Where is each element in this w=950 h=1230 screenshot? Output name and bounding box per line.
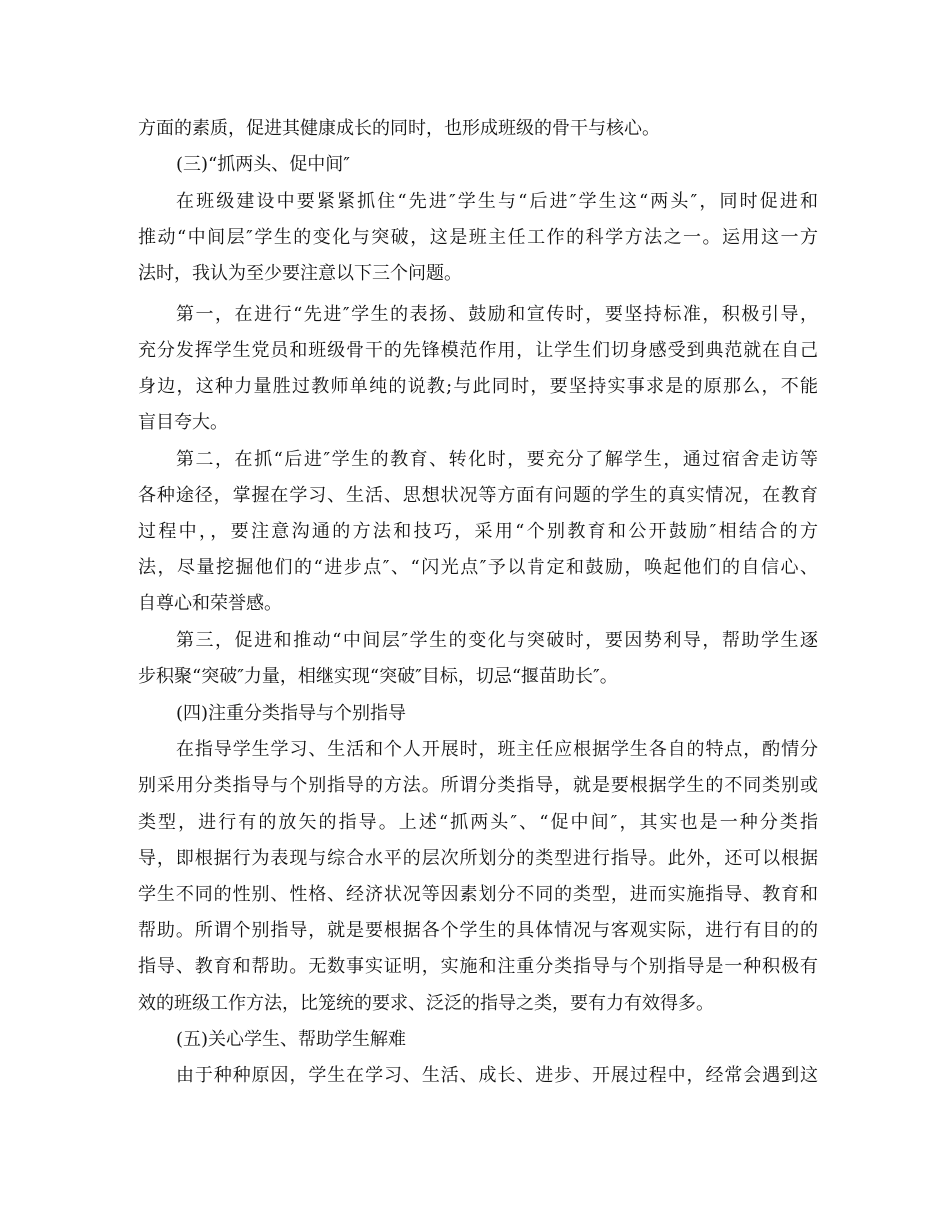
text-line-4: 推动“中间层″学生的变化与突破，这是班主任工作的科学方法之一。运用这一方 — [138, 227, 818, 248]
text-line-7: 充分发挥学生党员和班级骨干的先锋模范作用，让学生们切身感受到典范就在自己 — [138, 340, 818, 361]
text-line-19: 别采用分类指导与个别指导的方法。所谓分类指导，就是要根据学生的不同类别或 — [138, 775, 818, 796]
text-line-6: 第一，在进行“先进″学生的表扬、鼓励和宣传时，要坚持标准，积极引导， — [176, 304, 818, 325]
text-line-14: 自尊心和荣誉感。 — [138, 593, 282, 614]
text-line-9: 盲目夸大。 — [138, 412, 228, 433]
text-line-3: 在班级建设中要紧紧抓住“先进″学生与“后进″学生这“两头″，同时促进和 — [176, 191, 818, 212]
section-heading-4: (四)注重分类指导与个别指导 — [176, 703, 407, 724]
text-line-5: 法时，我认为至少要注意以下三个问题。 — [138, 263, 462, 284]
section-heading-5: (五)关心学生、帮助学生解难 — [176, 1029, 407, 1050]
text-line-10: 第二，在抓“后进″学生的教育、转化时，要充分了解学生，通过宿舍走访等 — [176, 449, 818, 470]
text-line-13: 法，尽量挖掘他们的“进步点″、“闪光点″予以肯定和鼓励，唤起他们的自信心、 — [138, 557, 818, 578]
text-line-23: 帮助。所谓个别指导，就是要根据各个学生的具体情况与客观实际，进行有目的的 — [138, 920, 818, 941]
text-line-8: 身边，这种力量胜过教师单纯的说教;与此同时，要坚持实事求是的原那么，不能 — [138, 376, 818, 397]
text-line-27: 由于种种原因，学生在学习、生活、成长、进步、开展过程中，经常会遇到这 — [176, 1065, 818, 1086]
text-line-12: 过程中，，要注意沟通的方法和技巧，采用“个别教育和公开鼓励″相结合的方 — [138, 521, 818, 542]
text-line-22: 学生不同的性别、性格、经济状况等因素划分不同的类型，进而实施指导、教育和 — [138, 884, 818, 905]
text-line-25: 效的班级工作方法，比笼统的要求、泛泛的指导之类，要有力有效得多。 — [138, 993, 714, 1014]
text-line-1: 方面的素质，促进其健康成长的同时，也形成班级的骨干与核心。 — [138, 118, 660, 139]
text-line-16: 步积聚“突破″力量，相继实现“突破″目标，切忌“揠苗助长″。 — [138, 666, 618, 687]
section-heading-3: (三)“抓两头、促中间″ — [176, 154, 350, 175]
text-line-18: 在指导学生学习、生活和个人开展时，班主任应根据学生各自的特点，酌情分 — [176, 739, 818, 760]
text-line-11: 各种途径，掌握在学习、生活、思想状况等方面有问题的学生的真实情况，在教育 — [138, 485, 818, 506]
text-line-21: 导，即根据行为表现与综合水平的层次所划分的类型进行指导。此外，还可以根据 — [138, 848, 818, 869]
text-line-15: 第三，促进和推动“中间层″学生的变化与突破时，要因势利导，帮助学生逐 — [176, 630, 818, 651]
text-line-24: 指导、教育和帮助。无数事实证明，实施和注重分类指导与个别指导是一种积极有 — [138, 956, 818, 977]
text-line-20: 类型，进行有的放矢的指导。上述“抓两头″、“促中间″，其实也是一种分类指 — [138, 812, 818, 833]
